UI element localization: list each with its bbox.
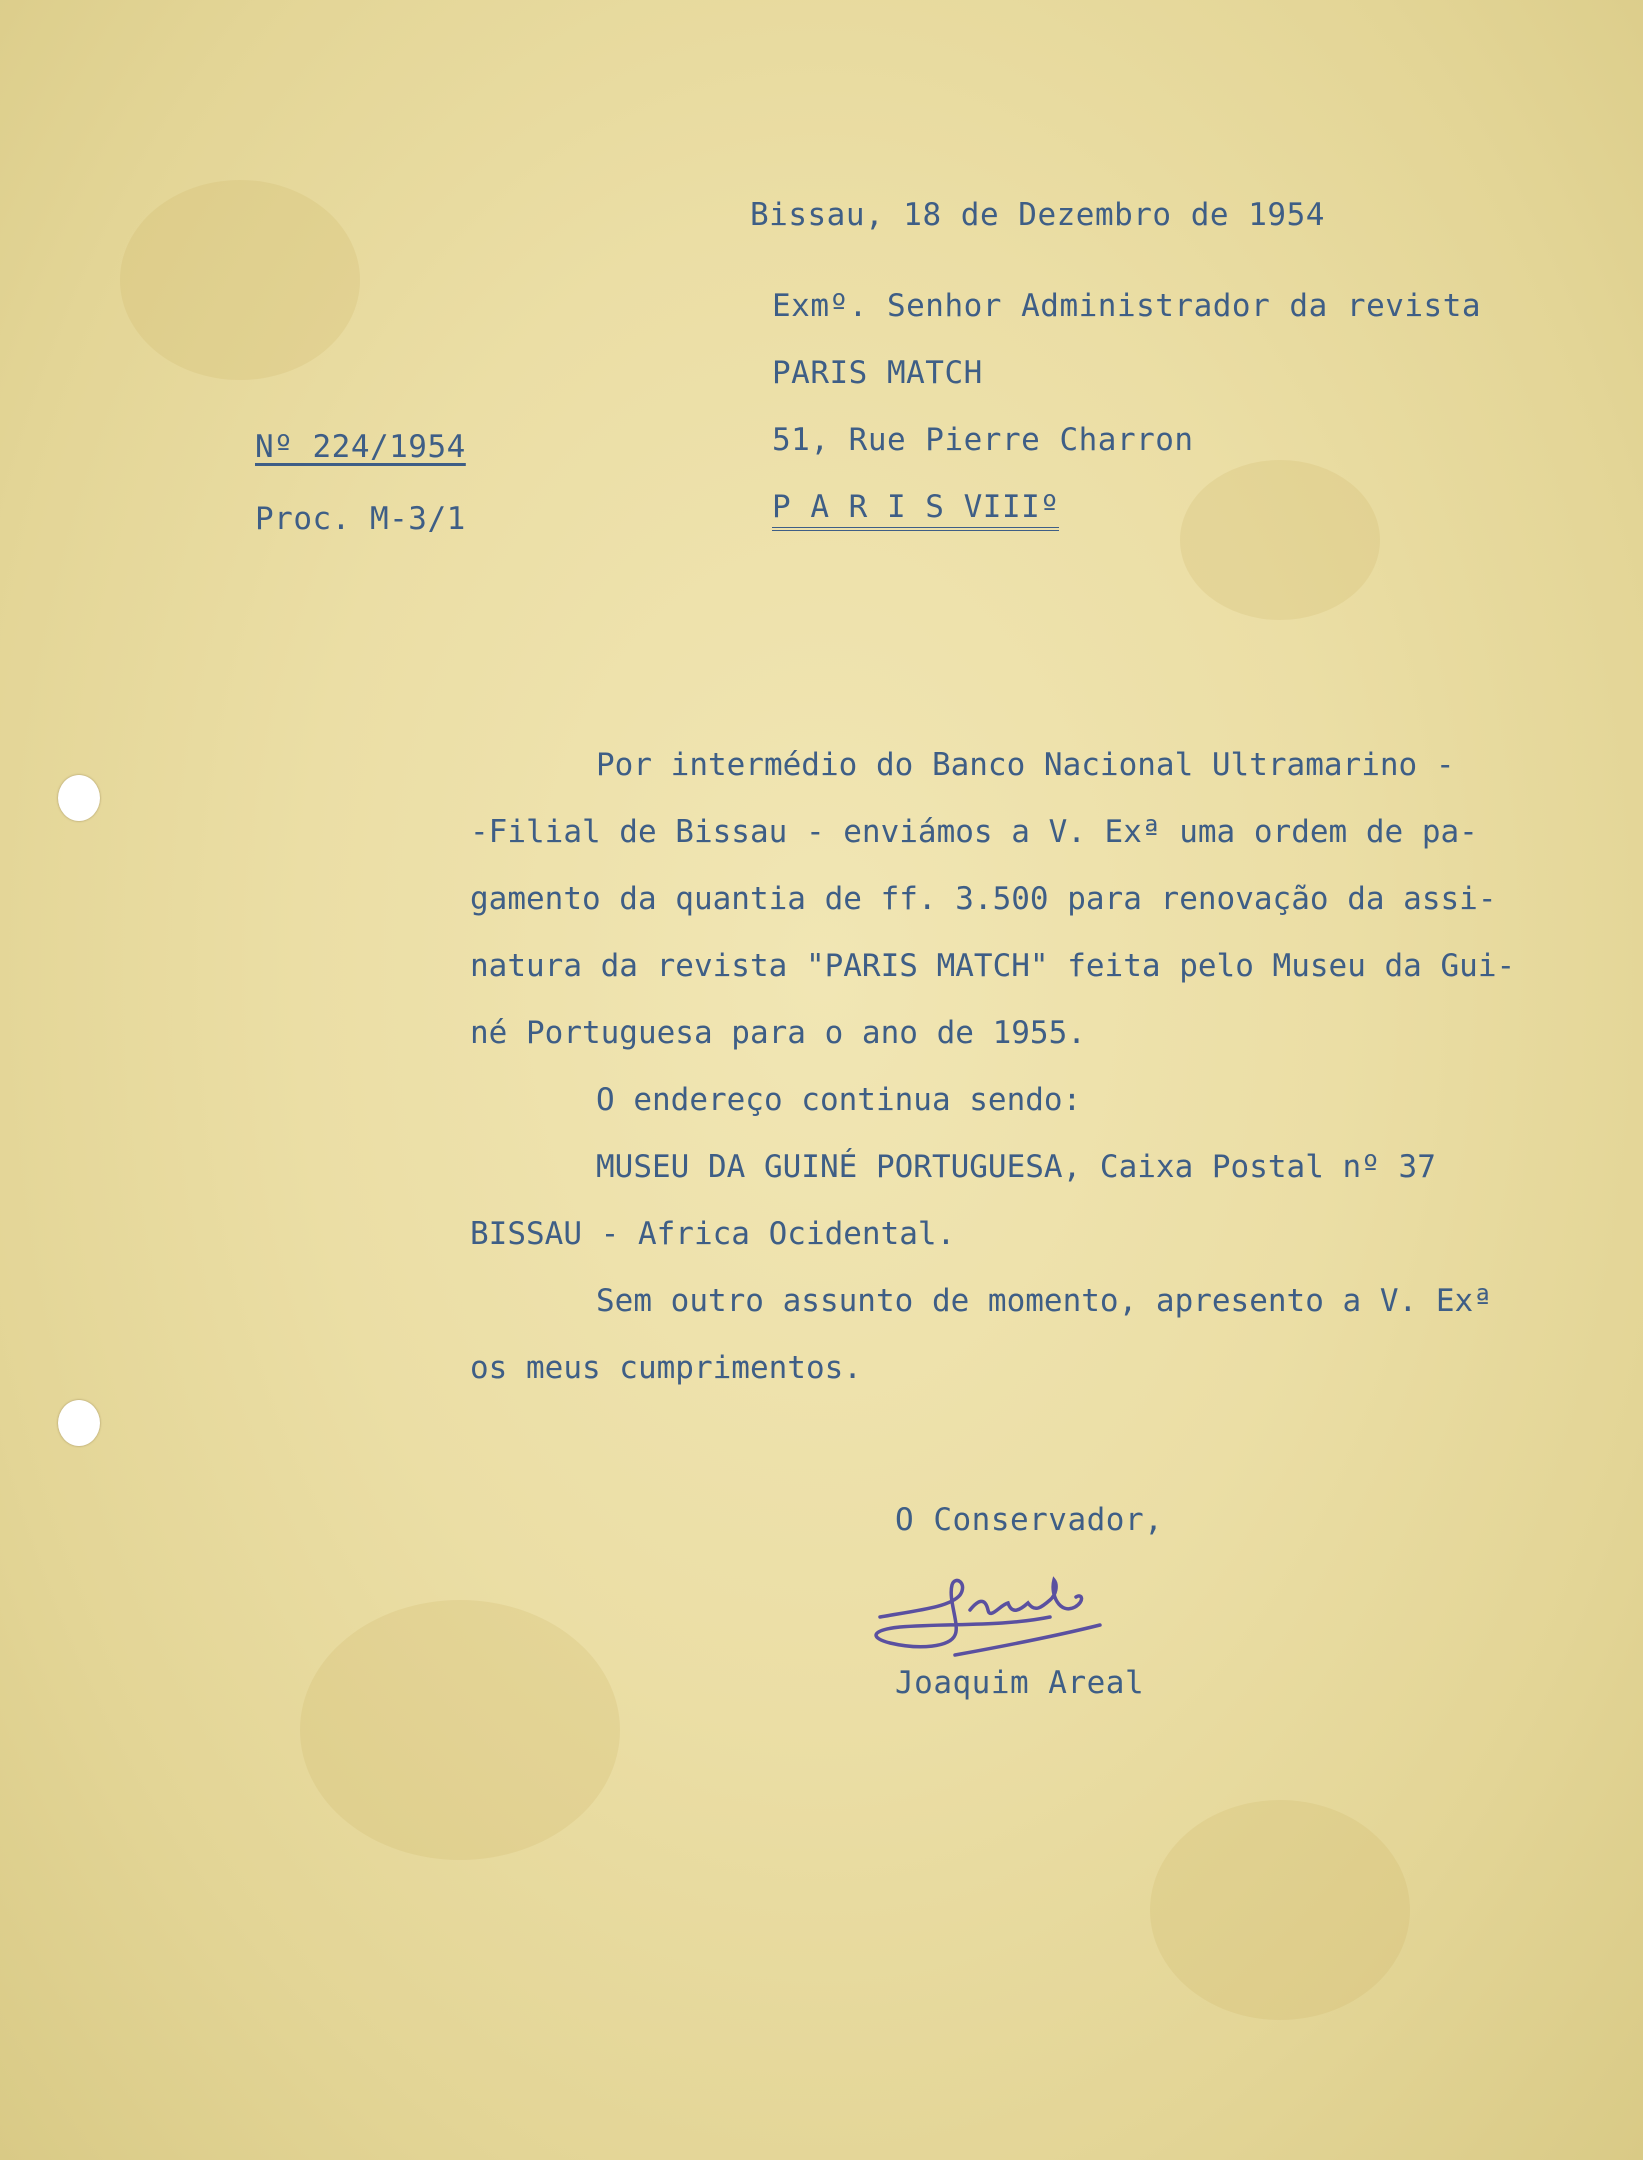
body-line: MUSEU DA GUINÉ PORTUGUESA, Caixa Postal nº 37 xyxy=(596,1149,1436,1185)
punch-hole xyxy=(58,1400,100,1446)
paper-stain xyxy=(300,1600,620,1860)
body-line: O endereço continua sendo: xyxy=(596,1082,1082,1118)
body-line: Por intermédio do Banco Nacional Ultramarino - xyxy=(596,747,1455,783)
body-line: BISSAU - Africa Ocidental. xyxy=(470,1216,956,1252)
punch-hole xyxy=(58,775,100,821)
addressee-line-2: PARIS MATCH xyxy=(772,355,983,391)
body-line: natura da revista "PARIS MATCH" feita pelo Museu da Gui- xyxy=(470,948,1516,984)
signatory-name: Joaquim Areal xyxy=(895,1665,1145,1701)
body-line: -Filial de Bissau - enviámos a V. Exª uma ordem de pa- xyxy=(470,814,1478,850)
body-line: né Portuguesa para o ano de 1955. xyxy=(470,1015,1086,1051)
body-line: os meus cumprimentos. xyxy=(470,1350,862,1386)
body-line: Sem outro assunto de momento, apresento a V. Exª xyxy=(596,1283,1492,1319)
paper-stain xyxy=(120,180,360,380)
signature xyxy=(860,1555,1180,1665)
addressee-line-1: Exmº. Senhor Administrador da revista xyxy=(772,288,1482,324)
letter-body xyxy=(470,732,1590,1402)
paper-stain xyxy=(1150,1800,1410,2020)
place-date: Bissau, 18 de Dezembro de 1954 xyxy=(750,197,1325,233)
body-line: gamento da quantia de ff. 3.500 para renovação da assi- xyxy=(470,881,1497,917)
paper-stain xyxy=(1180,460,1380,620)
addressee-line-3: 51, Rue Pierre Charron xyxy=(772,422,1194,458)
reference-number: Nº 224/1954 xyxy=(255,429,466,465)
closing-title: O Conservador, xyxy=(895,1502,1164,1538)
addressee-city: P A R I S VIIIº xyxy=(772,492,1059,531)
reference-process: Proc. M-3/1 xyxy=(255,501,466,537)
